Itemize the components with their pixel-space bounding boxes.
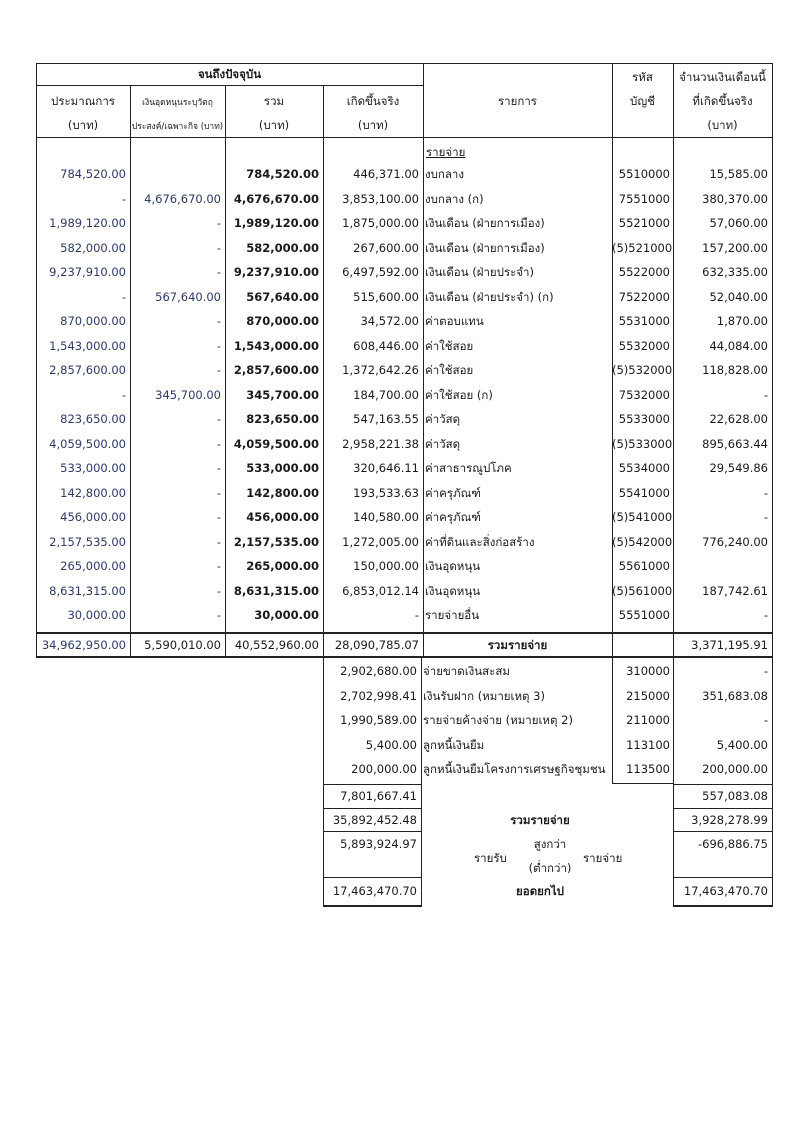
grandtotal-bottom-month	[673, 831, 772, 832]
cell-code: 5531000	[618, 314, 670, 328]
cell-total: 567,640.00	[246, 289, 319, 304]
cell-code: 5561000	[618, 559, 670, 573]
cell-month: 380,370.00	[702, 191, 768, 206]
cell-month: 895,663.44	[702, 436, 768, 451]
cell-reserve: -	[216, 608, 221, 622]
cell-total: 2,857,600.00	[233, 363, 319, 377]
cell-month: -	[763, 608, 768, 622]
cell-item: ค่าตอบแทน	[425, 314, 484, 328]
header-total: รวม	[263, 94, 285, 108]
cell-budget: 823,650.00	[60, 412, 126, 426]
cell-month: 118,828.00	[702, 363, 768, 377]
cell-reserve: -	[216, 314, 221, 328]
cell-month: 187,742.61	[702, 583, 768, 598]
cell-code: 310000	[626, 664, 670, 678]
cell-actual: 1,272,005.00	[342, 534, 419, 549]
totals-total: 40,552,960.00	[234, 638, 319, 652]
cell-item: ค่าครุภัณฑ์	[425, 485, 481, 500]
cell-actual: 34,572.00	[360, 314, 419, 328]
cell-budget: 870,000.00	[60, 314, 126, 328]
group-title-divider	[36, 85, 423, 86]
section-title: รายจ่าย	[426, 145, 466, 159]
cell-item: เงินเดือน (ฝ่ายประจำ) (ก)	[425, 289, 554, 304]
cell-total: 30,000.00	[254, 608, 319, 622]
cell-budget: 9,237,910.00	[49, 265, 126, 279]
subtotal-top-actual	[323, 784, 421, 785]
cell-actual: 547,163.55	[353, 412, 419, 426]
cell-total: 2,157,535.00	[233, 534, 319, 549]
cell-item: ค่าใช้สอย	[425, 363, 474, 377]
cell-actual: 5,400.00	[365, 737, 417, 752]
balance-right-label: รายจ่าย	[583, 851, 623, 865]
cell-code: 5541000	[618, 485, 670, 500]
totals-bottom-border	[36, 656, 772, 658]
cell-reserve: -	[216, 461, 221, 475]
header-reserve: เงินอุดหนุนระบุวัตถุ	[142, 98, 213, 108]
cell-reserve: 345,700.00	[155, 387, 221, 402]
cell-month: 200,000.00	[702, 762, 768, 776]
balance-bottom-month	[673, 877, 772, 878]
totals-month: 3,371,195.91	[691, 638, 768, 652]
cell-month: -	[763, 485, 768, 500]
cell-item: ค่าวัสดุ	[425, 436, 461, 451]
cell-code: 5532000	[618, 338, 670, 353]
table-top-border	[36, 63, 772, 64]
cell-total: 1,543,000.00	[233, 338, 319, 353]
lower-month-right	[772, 657, 773, 907]
subtotal-bottom-actual	[323, 808, 421, 809]
cell-reserve: -	[216, 265, 221, 279]
cell-item: ค่าครุภัณฑ์	[425, 510, 481, 524]
cell-budget: 582,000.00	[60, 240, 126, 255]
cell-budget: 265,000.00	[60, 559, 126, 573]
cell-item: ค่าสาธารณูปโภค	[425, 461, 512, 475]
grandtotal-label: รวมรายจ่าย	[510, 813, 570, 827]
cell-total: 8,631,315.00	[233, 583, 319, 598]
header-budget: ประมาณการ	[51, 94, 115, 108]
cell-month: -	[763, 510, 768, 524]
cell-actual: 184,700.00	[353, 387, 419, 402]
cell-item: รายจ่ายอื่น	[425, 608, 480, 622]
balance-bottom-actual	[323, 877, 421, 878]
totals-reserve: 5,590,010.00	[144, 638, 221, 652]
cell-month: 157,200.00	[702, 240, 768, 255]
cell-reserve: -	[216, 338, 221, 353]
cell-item: จ่ายขาดเงินสะสม	[423, 664, 510, 678]
cell-actual: 2,902,680.00	[340, 664, 417, 678]
cell-code: 211000	[626, 713, 670, 727]
header-bottom-border	[36, 137, 772, 138]
cell-month: 44,084.00	[709, 338, 768, 353]
cell-item: ลูกหนี้เงินยืม	[423, 737, 485, 752]
cell-code: 5533000	[618, 412, 670, 426]
balance-lower-label: (ต่ำกว่า)	[528, 861, 572, 875]
header-items: รายการ	[498, 94, 537, 108]
cell-code: (5)541000	[612, 510, 673, 524]
cell-item: รายจ่ายค้างจ่าย (หมายเหตุ 2)	[423, 713, 573, 727]
cell-reserve: -	[216, 363, 221, 377]
cell-month: 351,683.08	[702, 688, 768, 703]
header-actual: เกิดขึ้นจริง	[346, 94, 400, 108]
header-total-unit: (บาท)	[258, 118, 290, 132]
cell-month: 5,400.00	[716, 737, 768, 752]
cell-month: -	[763, 713, 768, 727]
cell-month: 52,040.00	[709, 289, 768, 304]
cell-budget: -	[121, 191, 126, 206]
cell-actual: 1,875,000.00	[342, 216, 419, 230]
cell-actual: 1,372,642.26	[342, 363, 419, 377]
cell-budget: 533,000.00	[60, 461, 126, 475]
cell-code: (5)532000	[612, 363, 673, 377]
cell-code: 113500	[626, 762, 670, 776]
cell-code: 5534000	[618, 461, 670, 475]
cell-budget: 456,000.00	[60, 510, 126, 524]
cell-total: 582,000.00	[246, 240, 319, 255]
cell-reserve: -	[216, 510, 221, 524]
cell-budget: 2,857,600.00	[49, 363, 126, 377]
cell-code: 5510000	[618, 167, 670, 181]
cell-budget: 4,059,500.00	[49, 436, 126, 451]
cell-actual: 1,990,589.00	[340, 713, 417, 727]
cell-actual: 193,533.63	[353, 485, 419, 500]
cell-actual: 3,853,100.00	[342, 191, 419, 206]
header-month-1: จำนวนเงินเดือนนี้	[679, 70, 766, 84]
totals-actual: 28,090,785.07	[334, 638, 419, 652]
cell-month: 29,549.86	[709, 461, 768, 475]
grandtotal-actual: 35,892,452.48	[332, 813, 417, 827]
cell-actual: 6,497,592.00	[342, 265, 419, 279]
balance-month: -696,886.75	[698, 837, 768, 851]
cell-item: ค่าใช้สอย	[425, 338, 474, 353]
col-line-4	[423, 63, 424, 657]
cell-code: 215000	[626, 688, 670, 703]
cell-budget: 1,543,000.00	[49, 338, 126, 353]
cell-code: (5)561000	[612, 583, 673, 598]
subtotal-bottom-month	[673, 808, 772, 809]
cell-item: เงินเดือน (ฝ่ายประจำ)	[425, 265, 534, 279]
cell-actual: 140,580.00	[353, 510, 419, 524]
cell-total: 784,520.00	[246, 167, 319, 181]
cell-item: เงินเดือน (ฝ่ายการเมือง)	[425, 216, 545, 230]
cell-actual: 150,000.00	[353, 559, 419, 573]
cell-budget: -	[121, 289, 126, 304]
cell-reserve: -	[216, 216, 221, 230]
cell-code: 5551000	[618, 608, 670, 622]
cell-code: (5)542000	[612, 534, 673, 549]
cell-month: 57,060.00	[709, 216, 768, 230]
cell-item: ค่าวัสดุ	[425, 412, 461, 426]
cell-reserve: -	[216, 583, 221, 598]
cell-month: 1,870.00	[716, 314, 768, 328]
cell-reserve: -	[216, 436, 221, 451]
subtotal-month: 557,083.08	[702, 789, 768, 803]
cell-month: 776,240.00	[702, 534, 768, 549]
cell-month: -	[763, 387, 768, 402]
header-code-1: รหัส	[632, 70, 653, 84]
col-line-6	[673, 63, 674, 657]
cell-budget: -	[121, 387, 126, 402]
cell-month: 632,335.00	[702, 265, 768, 279]
cell-code: (5)533000	[612, 436, 673, 451]
totals-budget: 34,962,950.00	[41, 638, 126, 652]
carry-actual: 17,463,470.70	[332, 884, 417, 898]
cell-actual: 200,000.00	[351, 762, 417, 776]
cell-item: ลูกหนี้เงินยืมโครงการเศรษฐกิจชุมชน	[423, 762, 606, 776]
cell-actual: 6,853,012.14	[342, 583, 419, 598]
cell-actual: 446,371.00	[353, 167, 419, 181]
cell-reserve: -	[216, 412, 221, 426]
cell-total: 265,000.00	[246, 559, 319, 573]
header-month-unit: (บาท)	[707, 118, 738, 132]
group-title: จนถึงปัจจุบัน	[197, 67, 262, 81]
header-budget-unit: (บาท)	[67, 118, 99, 132]
cell-budget: 142,800.00	[60, 485, 126, 500]
cell-actual: 2,958,221.38	[342, 436, 419, 451]
lower-code-bottom	[612, 783, 674, 784]
cell-item: งบกลาง (ก)	[425, 191, 484, 206]
cell-actual: 608,446.00	[353, 338, 419, 353]
header-code-2: บัญชี	[630, 94, 655, 108]
cell-item: เงินอุดหนุน	[425, 583, 481, 598]
cell-item: เงินรับฝาก (หมายเหตุ 3)	[423, 688, 545, 703]
cell-code: 5521000	[618, 216, 670, 230]
cell-item: ค่าที่ดินและสิ่งก่อสร้าง	[425, 534, 535, 549]
cell-code: 7522000	[618, 289, 670, 304]
subtotal-actual: 7,801,667.41	[340, 789, 417, 803]
lower-actual-right	[421, 657, 422, 907]
cell-item: งบกลาง	[425, 167, 464, 181]
cell-budget: 784,520.00	[60, 167, 126, 181]
cell-reserve: -	[216, 485, 221, 500]
cell-reserve: -	[216, 240, 221, 255]
header-month-2: ที่เกิดขึ้นจริง	[692, 94, 753, 108]
balance-left-label: รายรับ	[474, 851, 507, 865]
cell-reserve: 4,676,670.00	[144, 191, 221, 206]
subtotal-top-month	[673, 784, 772, 785]
totals-label: รวมรายจ่าย	[487, 638, 548, 652]
cell-actual: 515,600.00	[353, 289, 419, 304]
cell-budget: 8,631,315.00	[49, 583, 126, 598]
carry-bottom-actual	[323, 905, 421, 907]
totals-top-border	[36, 632, 772, 634]
header-actual-unit: (บาท)	[357, 118, 389, 132]
cell-actual: 320,646.11	[353, 461, 419, 475]
cell-total: 870,000.00	[246, 314, 319, 328]
cell-code: (5)521000	[612, 240, 673, 255]
cell-item: เงินอุดหนุน	[425, 559, 481, 573]
cell-code: 7532000	[618, 387, 670, 402]
cell-month: -	[763, 664, 768, 678]
balance-higher-label: สูงกว่า	[533, 837, 567, 851]
cell-actual: 267,600.00	[353, 240, 419, 255]
carry-label: ยอดยกไป	[516, 884, 564, 898]
header-reserve-unit: ประสงค์/เฉพาะกิจ (บาท)	[131, 122, 224, 132]
cell-total: 1,989,120.00	[233, 216, 319, 230]
cell-reserve: -	[216, 534, 221, 549]
cell-budget: 2,157,535.00	[49, 534, 126, 549]
cell-item: เงินเดือน (ฝ่ายการเมือง)	[425, 240, 545, 255]
cell-total: 4,676,670.00	[233, 191, 319, 206]
cell-actual: -	[414, 608, 419, 622]
grandtotal-bottom-actual	[323, 831, 421, 832]
balance-actual: 5,893,924.97	[340, 837, 417, 851]
cell-code: 113100	[626, 737, 670, 752]
cell-total: 823,650.00	[246, 412, 319, 426]
cell-total: 142,800.00	[246, 485, 319, 500]
cell-item: ค่าใช้สอย (ก)	[425, 387, 493, 402]
carry-bottom-month	[673, 905, 772, 907]
col-line-7	[772, 63, 773, 657]
cell-total: 345,700.00	[246, 387, 319, 402]
cell-code: 7551000	[618, 191, 670, 206]
cell-budget: 1,989,120.00	[49, 216, 126, 230]
cell-actual: 2,702,998.41	[340, 688, 417, 703]
cell-code: 5522000	[618, 265, 670, 279]
cell-reserve: -	[216, 559, 221, 573]
cell-month: 22,628.00	[709, 412, 768, 426]
cell-total: 456,000.00	[246, 510, 319, 524]
cell-total: 9,237,910.00	[233, 265, 319, 279]
grandtotal-month: 3,928,278.99	[691, 813, 768, 827]
cell-total: 533,000.00	[246, 461, 319, 475]
cell-month: 15,585.00	[709, 167, 768, 181]
carry-month: 17,463,470.70	[683, 884, 768, 898]
cell-budget: 30,000.00	[67, 608, 126, 622]
cell-reserve: 567,640.00	[155, 289, 221, 304]
cell-total: 4,059,500.00	[233, 436, 319, 451]
